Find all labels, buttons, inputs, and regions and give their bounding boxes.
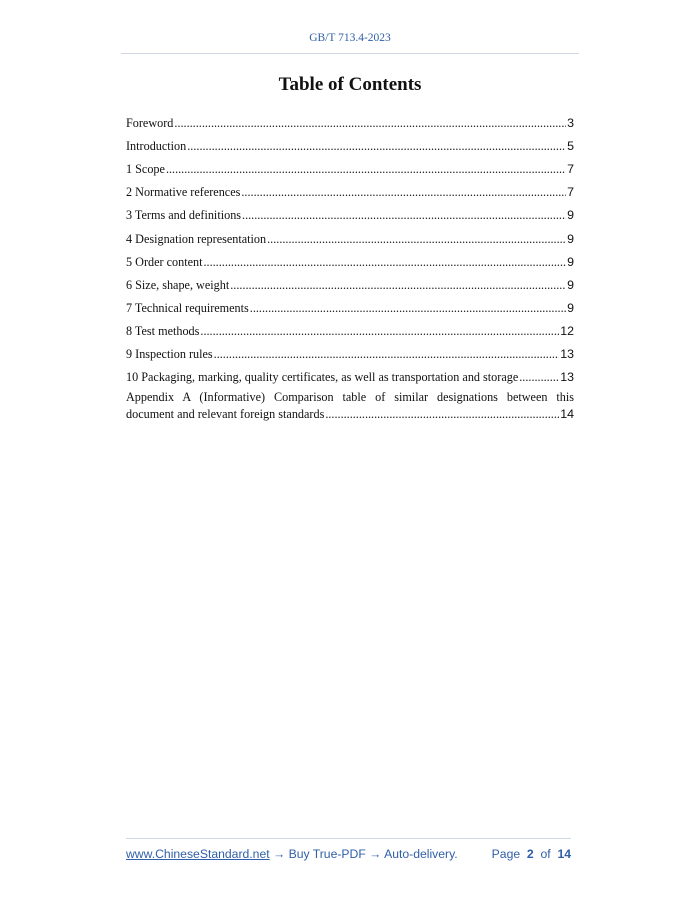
toc-entry-page: 14 xyxy=(560,407,574,422)
toc-entry-label: 6 Size, shape, weight xyxy=(126,277,230,292)
toc-leader-dots xyxy=(242,208,566,223)
footer-divider xyxy=(126,838,571,839)
toc-entry-inspection-rules[interactable] xyxy=(126,339,574,362)
toc-leader-dots xyxy=(230,278,566,293)
toc-entry-page: 9 xyxy=(567,231,574,246)
document-code: GB/T 713.4-2023 xyxy=(309,32,391,44)
toc-entry-label: 10 Packaging, marking, quality certificates, as well as transportation and storage xyxy=(126,370,519,385)
toc-entry-normative-references[interactable] xyxy=(126,177,574,200)
toc-leader-dots xyxy=(241,185,566,200)
toc-leader-dots xyxy=(200,324,559,339)
toc-entry-page: 9 xyxy=(567,277,574,292)
toc-entry-label: 2 Normative references xyxy=(126,185,241,200)
toc-title: Table of Contents xyxy=(278,74,422,95)
toc-entry-foreword[interactable] xyxy=(126,108,574,131)
table-of-contents xyxy=(126,108,574,422)
toc-entry-scope[interactable] xyxy=(126,154,574,177)
toc-entry-terms-and-definitions[interactable] xyxy=(126,200,574,223)
toc-entry-label-line2: document and relevant foreign standards xyxy=(126,407,325,422)
toc-entry-page: 7 xyxy=(567,162,574,177)
toc-leader-dots xyxy=(166,162,566,177)
toc-entry-label-line1: Appendix A (Informative) Comparison table of similar designations between this xyxy=(126,390,574,405)
toc-entry-page: 13 xyxy=(560,370,574,385)
page-total: 14 xyxy=(557,847,571,861)
toc-entry-label: 5 Order content xyxy=(126,254,203,269)
header-divider xyxy=(121,53,579,54)
toc-entry-page: 12 xyxy=(560,323,574,338)
toc-entry-label: 4 Designation representation xyxy=(126,231,267,246)
toc-entry-packaging-marking[interactable] xyxy=(126,362,574,385)
toc-entry-technical-requirements[interactable] xyxy=(126,293,574,316)
toc-entry-page: 5 xyxy=(567,139,574,154)
toc-entry-label: 9 Inspection rules xyxy=(126,347,213,362)
toc-entry-page: 7 xyxy=(567,185,574,200)
toc-leader-dots xyxy=(250,301,566,316)
toc-leader-dots xyxy=(214,347,560,362)
toc-entry-page: 13 xyxy=(560,347,574,362)
toc-entry-label: 8 Test methods xyxy=(126,323,200,338)
toc-entry-test-methods[interactable] xyxy=(126,316,574,339)
toc-entry-page: 9 xyxy=(567,208,574,223)
toc-entry-label: 3 Terms and definitions xyxy=(126,208,242,223)
toc-entry-page: 9 xyxy=(567,300,574,315)
page-indicator xyxy=(492,847,571,861)
toc-entry-introduction[interactable] xyxy=(126,131,574,154)
toc-entry-size-shape-weight[interactable] xyxy=(126,270,574,293)
toc-leader-dots xyxy=(187,139,566,154)
toc-leader-dots xyxy=(325,407,559,422)
page-word: Page xyxy=(491,847,521,861)
toc-leader-dots xyxy=(267,232,566,247)
page-footer xyxy=(126,847,571,861)
toc-entry-page: 3 xyxy=(567,116,574,131)
toc-entry-designation-representation[interactable] xyxy=(126,223,574,246)
site-link[interactable]: www.ChineseStandard.net xyxy=(126,847,270,861)
toc-leader-dots xyxy=(519,370,559,385)
footer-tagline: → Buy True-PDF → Auto-delivery. xyxy=(269,847,458,861)
page-current: 2 xyxy=(526,847,534,861)
toc-entry-order-content[interactable] xyxy=(126,247,574,270)
toc-entry-label: 1 Scope xyxy=(126,162,165,177)
toc-leader-dots xyxy=(203,255,566,270)
toc-entry-label: Foreword xyxy=(126,116,174,131)
page-of: of xyxy=(540,847,551,861)
toc-entry-page: 9 xyxy=(567,254,574,269)
toc-entry-appendix-a[interactable] xyxy=(126,389,574,422)
toc-leader-dots xyxy=(174,116,566,131)
toc-entry-label: Introduction xyxy=(126,139,187,154)
footer-promo xyxy=(126,847,458,861)
toc-entry-label: 7 Technical requirements xyxy=(126,300,249,315)
